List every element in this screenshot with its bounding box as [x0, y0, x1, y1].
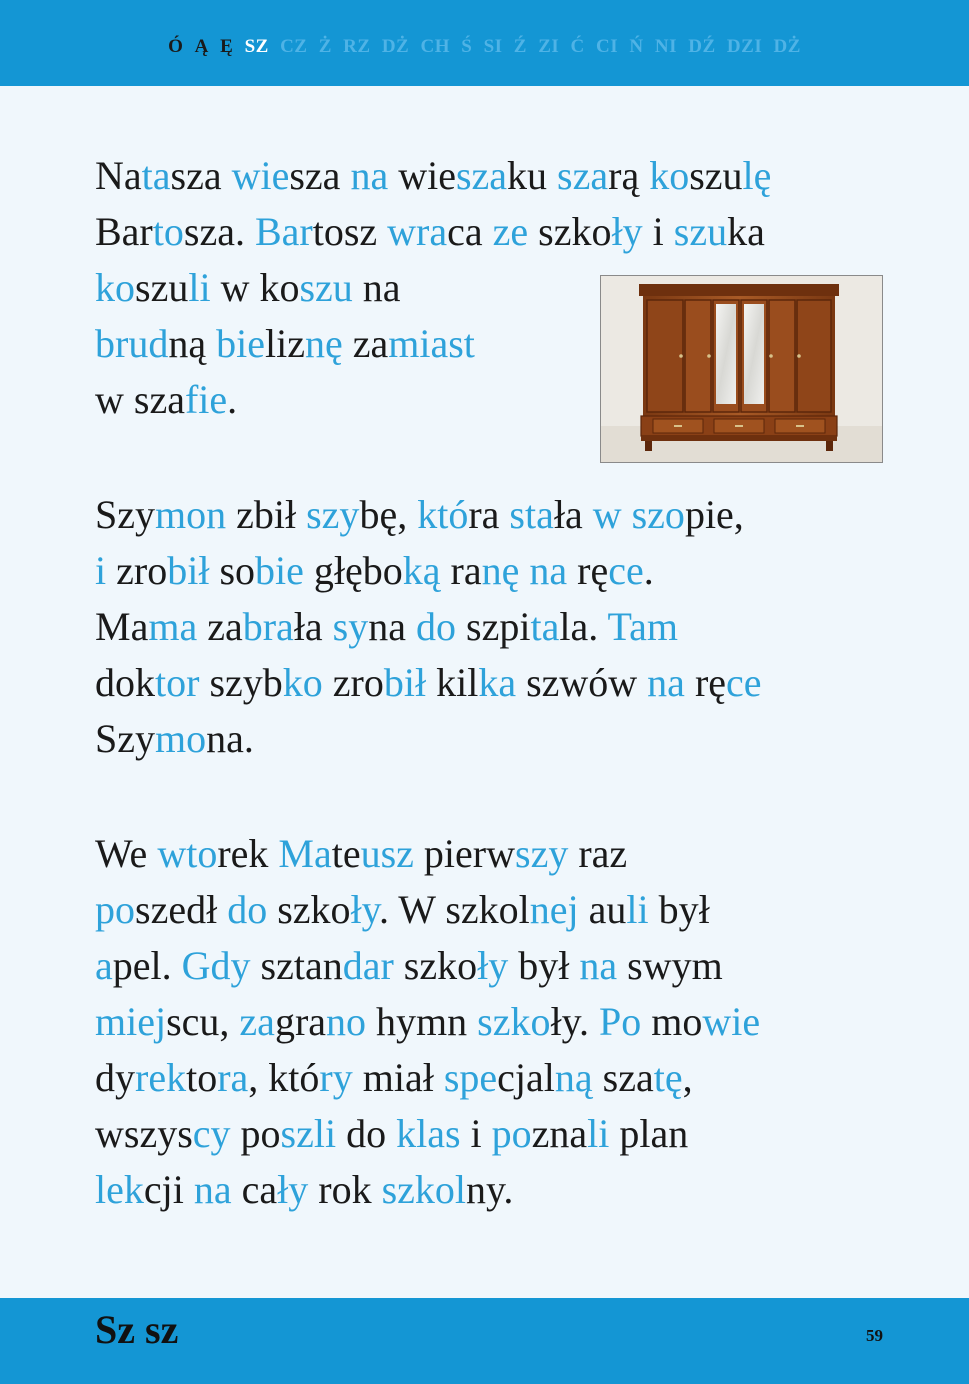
syllable-highlighted: wie — [231, 153, 290, 198]
syllable-highlighted: za — [239, 999, 275, 1044]
syllable-highlighted: to — [152, 209, 184, 254]
syllable-highlighted: nej — [529, 887, 589, 932]
text-line — [95, 599, 762, 655]
text-line — [95, 148, 771, 204]
syllable-highlighted: Gdy — [181, 943, 261, 988]
syllable-highlighted: tor — [155, 660, 210, 705]
syllable-highlighted: i — [95, 548, 117, 593]
letter-done: Ó — [168, 36, 184, 57]
syllable: zro — [116, 548, 168, 593]
syllable: ra — [468, 492, 510, 537]
text-line — [95, 1106, 760, 1162]
syllable-highlighted: bie — [255, 548, 314, 593]
syllable: rok — [318, 1167, 382, 1212]
syllable: raz — [578, 831, 628, 876]
syllable: sza — [170, 153, 232, 198]
syllable: pierw — [423, 831, 515, 876]
syllable: bę, — [359, 492, 418, 537]
syllable-highlighted: Bar — [254, 209, 313, 254]
syllable-highlighted: bił — [383, 660, 437, 705]
letter-upcoming: CZ — [280, 36, 308, 57]
syllable-highlighted: li — [626, 887, 659, 932]
syllable: na — [362, 265, 401, 310]
syllable: na — [368, 604, 417, 649]
syllable-highlighted: lek — [95, 1167, 144, 1212]
syllable-highlighted: wto — [157, 831, 218, 876]
syllable-highlighted: nę — [481, 548, 530, 593]
syllable-highlighted: lę — [742, 153, 772, 198]
syllable-highlighted: bie — [216, 321, 265, 366]
letter-upcoming: Ć — [570, 36, 585, 57]
syllable-highlighted: ka — [478, 660, 527, 705]
syllable-highlighted: wra — [387, 209, 448, 254]
letter-upcoming: Ś — [461, 36, 473, 57]
letter-upcoming: NI — [654, 36, 678, 57]
syllable: w sza — [95, 377, 185, 422]
syllable-highlighted: li — [587, 1111, 620, 1156]
syllable-highlighted: ze — [492, 209, 539, 254]
syllable: głębo — [313, 548, 403, 593]
syllable: po — [240, 1111, 281, 1156]
syllable-highlighted: Po — [598, 999, 652, 1044]
section-letter-label: Sz sz — [95, 1307, 179, 1352]
text-line — [95, 994, 760, 1050]
syllable: scu, — [166, 999, 240, 1044]
syllable: . — [643, 548, 654, 593]
letter-upcoming: DŻ — [773, 36, 801, 57]
syllable-highlighted: fie — [184, 377, 228, 422]
syllable: wszys — [95, 1111, 193, 1156]
syllable: miał — [362, 1055, 444, 1100]
syllable-highlighted: a — [95, 943, 113, 988]
text-line — [95, 1050, 760, 1106]
syllable: sza — [602, 1055, 654, 1100]
syllable: Na — [95, 153, 142, 198]
syllable-highlighted: brud — [95, 321, 169, 366]
syllable: cjal — [497, 1055, 555, 1100]
syllable: za — [207, 604, 243, 649]
syllable: Szy — [95, 716, 155, 761]
syllable-highlighted: Ma — [278, 831, 332, 876]
text-line — [95, 487, 762, 543]
syllable: ra — [450, 548, 482, 593]
syllable-highlighted: ko — [282, 660, 333, 705]
syllable-highlighted: ły — [477, 943, 519, 988]
syllable: rek — [217, 831, 279, 876]
syllable-highlighted: szu — [299, 265, 363, 310]
syllable-highlighted: szko — [477, 999, 551, 1044]
syllable: so — [219, 548, 256, 593]
syllable: sztan — [260, 943, 343, 988]
wardrobe-photo-icon — [600, 275, 883, 463]
text-line — [95, 938, 760, 994]
syllable-highlighted: ma — [148, 604, 208, 649]
syllable: na. — [206, 716, 254, 761]
syllable-highlighted: bra — [242, 604, 294, 649]
letter-done: Ą — [194, 36, 209, 57]
syllable-highlighted: szy — [515, 831, 579, 876]
syllable-highlighted: bił — [167, 548, 220, 593]
syllable: swym — [627, 943, 723, 988]
syllable-highlighted: do — [416, 604, 467, 649]
syllable: był — [658, 887, 710, 932]
syllable: ły. — [550, 999, 599, 1044]
syllable: za — [352, 321, 389, 366]
syllable: la. — [559, 604, 608, 649]
syllable: do — [346, 1111, 397, 1156]
syllable-highlighted: któ — [417, 492, 469, 537]
syllable-highlighted: po — [491, 1111, 532, 1156]
syllable: i — [652, 209, 674, 254]
syllable: dy — [95, 1055, 135, 1100]
syllable: gra — [274, 999, 327, 1044]
syllable: szu — [135, 265, 189, 310]
text-line — [95, 826, 760, 882]
wardrobe-illustration — [601, 276, 883, 463]
syllable-highlighted: cy — [192, 1111, 241, 1156]
reading-paragraph-3 — [95, 826, 760, 1218]
syllable: , któ — [248, 1055, 320, 1100]
syllable: te — [331, 831, 361, 876]
text-line — [95, 711, 762, 767]
syllable: . W szkol — [379, 887, 530, 932]
syllable: liz — [264, 321, 305, 366]
syllable: szu — [689, 153, 743, 198]
syllable: ła — [293, 604, 333, 649]
letter-upcoming: DZI — [726, 36, 763, 57]
syllable: sza — [289, 153, 351, 198]
syllable: Ma — [95, 604, 149, 649]
syllable: plan — [619, 1111, 689, 1156]
syllable: kil — [436, 660, 479, 705]
syllable-highlighted: no — [326, 999, 377, 1044]
syllable: ku — [507, 153, 558, 198]
syllable: zbił — [236, 492, 307, 537]
syllable: zna — [531, 1111, 588, 1156]
syllable-highlighted: sta — [509, 492, 554, 537]
text-line — [95, 655, 762, 711]
syllable-highlighted: po — [95, 887, 135, 932]
letter-upcoming: SI — [483, 36, 503, 57]
letter-upcoming: DŻ — [381, 36, 410, 57]
syllable-highlighted: tę — [653, 1055, 683, 1100]
syllable: mo — [651, 999, 703, 1044]
syllable-highlighted: dar — [342, 943, 404, 988]
syllable: zro — [332, 660, 384, 705]
syllable: pie, — [684, 492, 744, 537]
letter-done: Ę — [220, 36, 234, 57]
syllable: i — [470, 1111, 492, 1156]
syllable: to — [186, 1055, 218, 1100]
syllable-highlighted: do — [227, 887, 278, 932]
text-line — [95, 1162, 760, 1218]
syllable: rę — [694, 660, 727, 705]
syllable: hymn — [376, 999, 478, 1044]
syllable-highlighted: spe — [443, 1055, 498, 1100]
syllable-highlighted: na — [647, 660, 695, 705]
syllable: We — [95, 831, 158, 876]
letter-upcoming: Ż — [318, 36, 332, 57]
text-line — [95, 204, 771, 260]
syllable-highlighted: ły — [611, 209, 653, 254]
syllable: ka — [727, 209, 765, 254]
syllable: cji — [143, 1167, 194, 1212]
syllable: w ko — [220, 265, 300, 310]
letter-current: SZ — [244, 36, 269, 57]
syllable-highlighted: na — [579, 943, 628, 988]
syllable: rą — [608, 153, 650, 198]
syllable: Bar — [95, 209, 153, 254]
syllable: rę — [577, 548, 609, 593]
syllable-highlighted: usz — [360, 831, 424, 876]
syllable: . — [227, 377, 238, 422]
syllable-highlighted: na — [350, 153, 399, 198]
syllable: wie — [398, 153, 456, 198]
syllable: szpi — [466, 604, 531, 649]
syllable: szwów — [526, 660, 648, 705]
syllable-highlighted: ną — [554, 1055, 603, 1100]
syllable: ny. — [466, 1167, 514, 1212]
syllable-highlighted: ta — [141, 153, 171, 198]
text-line — [95, 882, 760, 938]
syllable-highlighted: ły — [350, 887, 380, 932]
syllable-highlighted: ry — [319, 1055, 363, 1100]
syllable-highlighted: wie — [702, 999, 761, 1044]
syllable: ną — [168, 321, 217, 366]
syllable: Szy — [95, 492, 155, 537]
syllable: szyb — [209, 660, 283, 705]
syllable: tosz — [312, 209, 388, 254]
top-banner — [0, 0, 969, 86]
letter-upcoming: DŹ — [688, 36, 716, 57]
syllable-highlighted: rek — [135, 1055, 187, 1100]
syllable-highlighted: ta — [530, 604, 560, 649]
text-line — [95, 543, 762, 599]
syllable: dok — [95, 660, 155, 705]
syllable-highlighted: ką — [402, 548, 451, 593]
syllable-highlighted: ra — [217, 1055, 249, 1100]
letter-upcoming: Ń — [629, 36, 644, 57]
syllable-highlighted: szkol — [381, 1167, 467, 1212]
syllable-highlighted: ce — [726, 660, 762, 705]
syllable: szko — [403, 943, 478, 988]
syllable-highlighted: ko — [649, 153, 690, 198]
syllable-highlighted: mon — [155, 492, 237, 537]
syllable: ca — [447, 209, 493, 254]
syllable-highlighted: sy — [332, 604, 369, 649]
syllable: szedł — [135, 887, 228, 932]
syllable-highlighted: sza — [557, 153, 609, 198]
syllable-highlighted: mo — [155, 716, 207, 761]
syllable-highlighted: na — [193, 1167, 242, 1212]
letter-upcoming: Ź — [513, 36, 527, 57]
syllable: ła — [553, 492, 593, 537]
syllable: szko — [277, 887, 351, 932]
syllable: sza. — [183, 209, 255, 254]
syllable-highlighted: ce — [608, 548, 644, 593]
letter-progress-list — [0, 36, 969, 58]
letter-upcoming: CH — [420, 36, 450, 57]
syllable-highlighted: szy — [306, 492, 360, 537]
syllable-highlighted: li — [188, 265, 221, 310]
letter-upcoming: RZ — [343, 36, 371, 57]
syllable-highlighted: miast — [388, 321, 475, 366]
syllable-highlighted: Tam — [607, 604, 678, 649]
syllable-highlighted: klas — [396, 1111, 471, 1156]
syllable-highlighted: na — [529, 548, 578, 593]
syllable-highlighted: szu — [673, 209, 728, 254]
syllable: był — [518, 943, 580, 988]
syllable-highlighted: w szo — [592, 492, 685, 537]
syllable-highlighted: szli — [280, 1111, 347, 1156]
letter-upcoming: ZI — [538, 36, 560, 57]
syllable: szko — [538, 209, 612, 254]
reading-paragraph-2 — [95, 487, 762, 767]
syllable: au — [588, 887, 627, 932]
syllable-highlighted: miej — [95, 999, 167, 1044]
page-number: 59 — [866, 1326, 883, 1345]
letter-upcoming: CI — [596, 36, 619, 57]
syllable-highlighted: sza — [455, 153, 508, 198]
syllable-highlighted: nę — [304, 321, 353, 366]
syllable: ca — [241, 1167, 278, 1212]
syllable-highlighted: ko — [95, 265, 135, 310]
syllable: pel. — [112, 943, 182, 988]
syllable: , — [682, 1055, 693, 1100]
syllable-highlighted: ły — [277, 1167, 319, 1212]
